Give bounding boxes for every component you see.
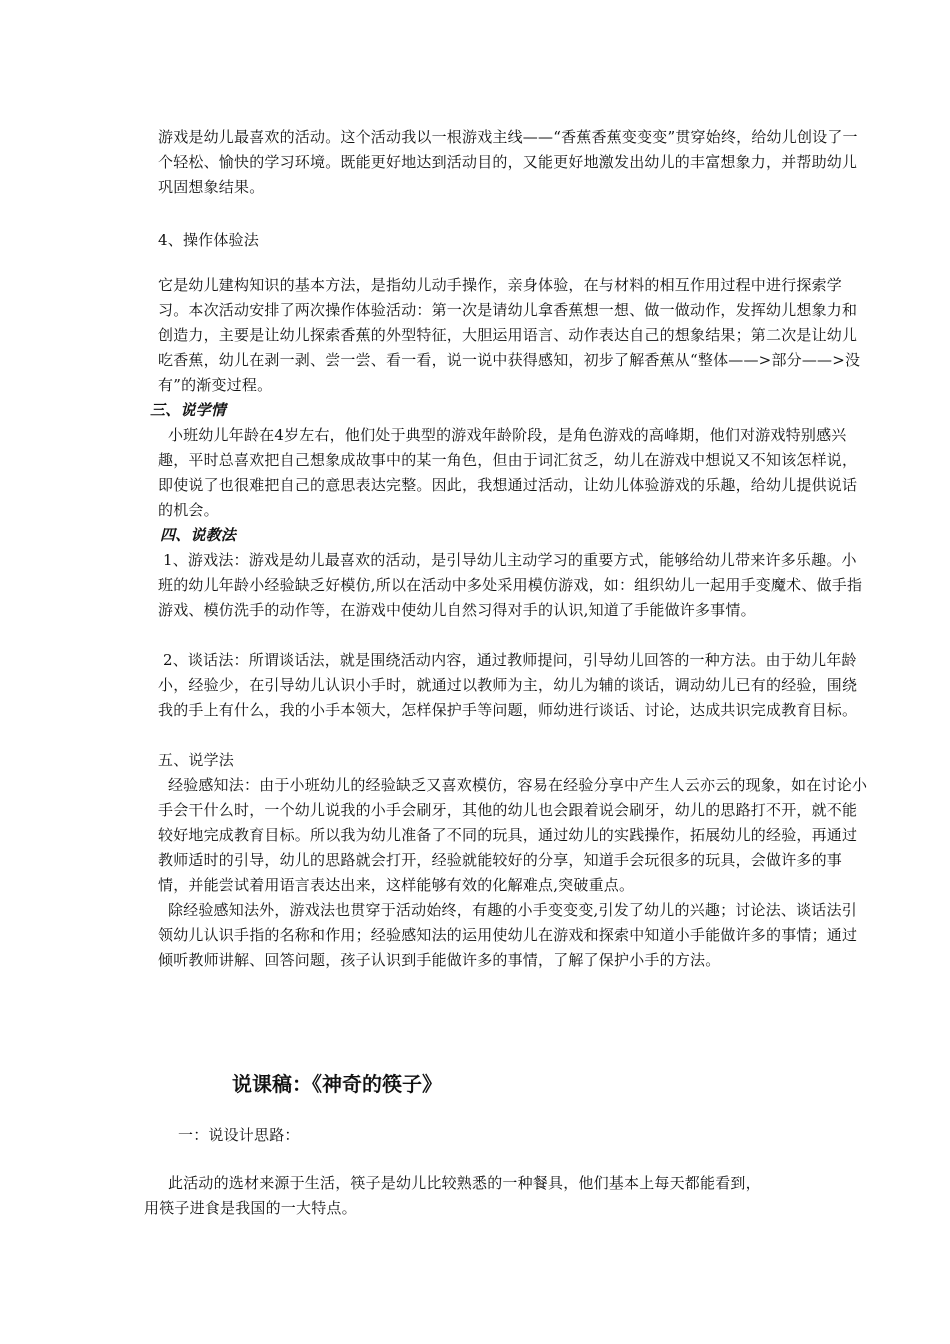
heading-learning-situation: 三、说学情 [150,401,227,419]
paragraph-game-method: 1、游戏法：游戏是幼儿最喜欢的活动，是引导幼儿主动学习的重要方式，能够给幼儿带来许多乐趣。小班的幼儿年龄小经验缺乏好模仿,所以在活动中多处采用模仿游戏，如：组织幼儿一起用手变魔术、做手指游戏、模仿洗手的动作等，在游戏中使幼儿自然习得对手的认识,知道了手能做许多事情。 [158,551,863,619]
paragraph-talk-method: 2、谈话法：所谓谈话法，就是围绕活动内容，通过教师提问，引导幼儿回答的一种方法。由于幼儿年龄小，经验少，在引导幼儿认识小手时，就通过以教师为主，幼儿为辅的谈话，调动幼儿已有的经验，围绕我的手上有什么，我的小手本领大，怎样保护手等问题，师幼进行谈话、讨论，达成共识完成教育目标。 [158,651,858,719]
paragraph-learning-situation: 小班幼儿年龄在4岁左右，他们处于典型的游戏年龄阶段，是角色游戏的高峰期，他们对游戏特别感兴趣，平时总喜欢把自己想象成故事中的某一角色，但由于词汇贫乏，幼儿在游戏中想说又不知该怎样说，即使说了也很难把自己的意思表达完整。因此，我想通过活动，让幼儿体验游戏的乐趣，给幼儿提供说话的机会。 [158,426,858,519]
paragraph-design-line2: 用筷子进食是我国的一大特点。 [144,1199,357,1217]
heading-operation-method: 4、操作体验法 [158,231,259,249]
lesson-title: 说课稿：《神奇的筷子》 [232,1072,442,1096]
heading-teaching-method: 四、说教法 [160,526,237,544]
paragraph-design-line1: 此活动的选材来源于生活，筷子是幼儿比较熟悉的一种餐具，他们基本上每天都能看到， [168,1174,761,1192]
heading-study-method: 五、说学法 [158,751,235,769]
heading-design-idea: 一：说设计思路： [178,1126,300,1144]
paragraph-operation-method: 它是幼儿建构知识的基本方法，是指幼儿动手操作，亲身体验，在与材料的相互作用过程中进行探索学习。本次活动安排了两次操作体验活动：第一次是请幼儿拿香蕉想一想、做一做动作，发挥幼儿想象力和创造力，主要是让幼儿探索香蕉的外型特征，大胆运用语言、动作表达自己的想象结果；第二次是让幼儿吃香蕉，幼儿在剥一剥、尝一尝、看一看，说一说中获得感知，初步了解香蕉从“整体——>部分——>没有”的渐变过程。 [158,276,861,394]
paragraph-game-intro: 游戏是幼儿最喜欢的活动。这个活动我以一根游戏主线——“香蕉香蕉变变变”贯穿始终，给幼儿创设了一个轻松、愉快的学习环境。既能更好地达到活动目的，又能更好地激发出幼儿的丰富想象力，并帮助幼儿巩固想象结果。 [158,128,858,196]
paragraph-other-methods: 除经验感知法外，游戏法也贯穿于活动始终，有趣的小手变变变,引发了幼儿的兴趣；讨论法、谈话法引领幼儿认识手指的名称和作用；经验感知法的运用使幼儿在游戏和探索中知道小手能做许多的事情；通过倾听教师讲解、回答问题，孩子认识到手能做许多的事情，了解了保护小手的方法。 [158,901,858,969]
paragraph-experience-method: 经验感知法：由于小班幼儿的经验缺乏又喜欢模仿，容易在经验分享中产生人云亦云的现象，如在讨论小手会干什么时，一个幼儿说我的小手会刷牙，其他的幼儿也会跟着说会刷牙，幼儿的思路打不开，就不能较好地完成教育目标。所以我为幼儿准备了不同的玩具，通过幼儿的实践操作，拓展幼儿的经验，再通过教师适时的引导，幼儿的思路就会打开，经验就能较好的分享，知道手会玩很多的玩具，会做许多的事情，并能尝试着用语言表达出来，这样能够有效的化解难点,突破重点。 [158,776,868,894]
